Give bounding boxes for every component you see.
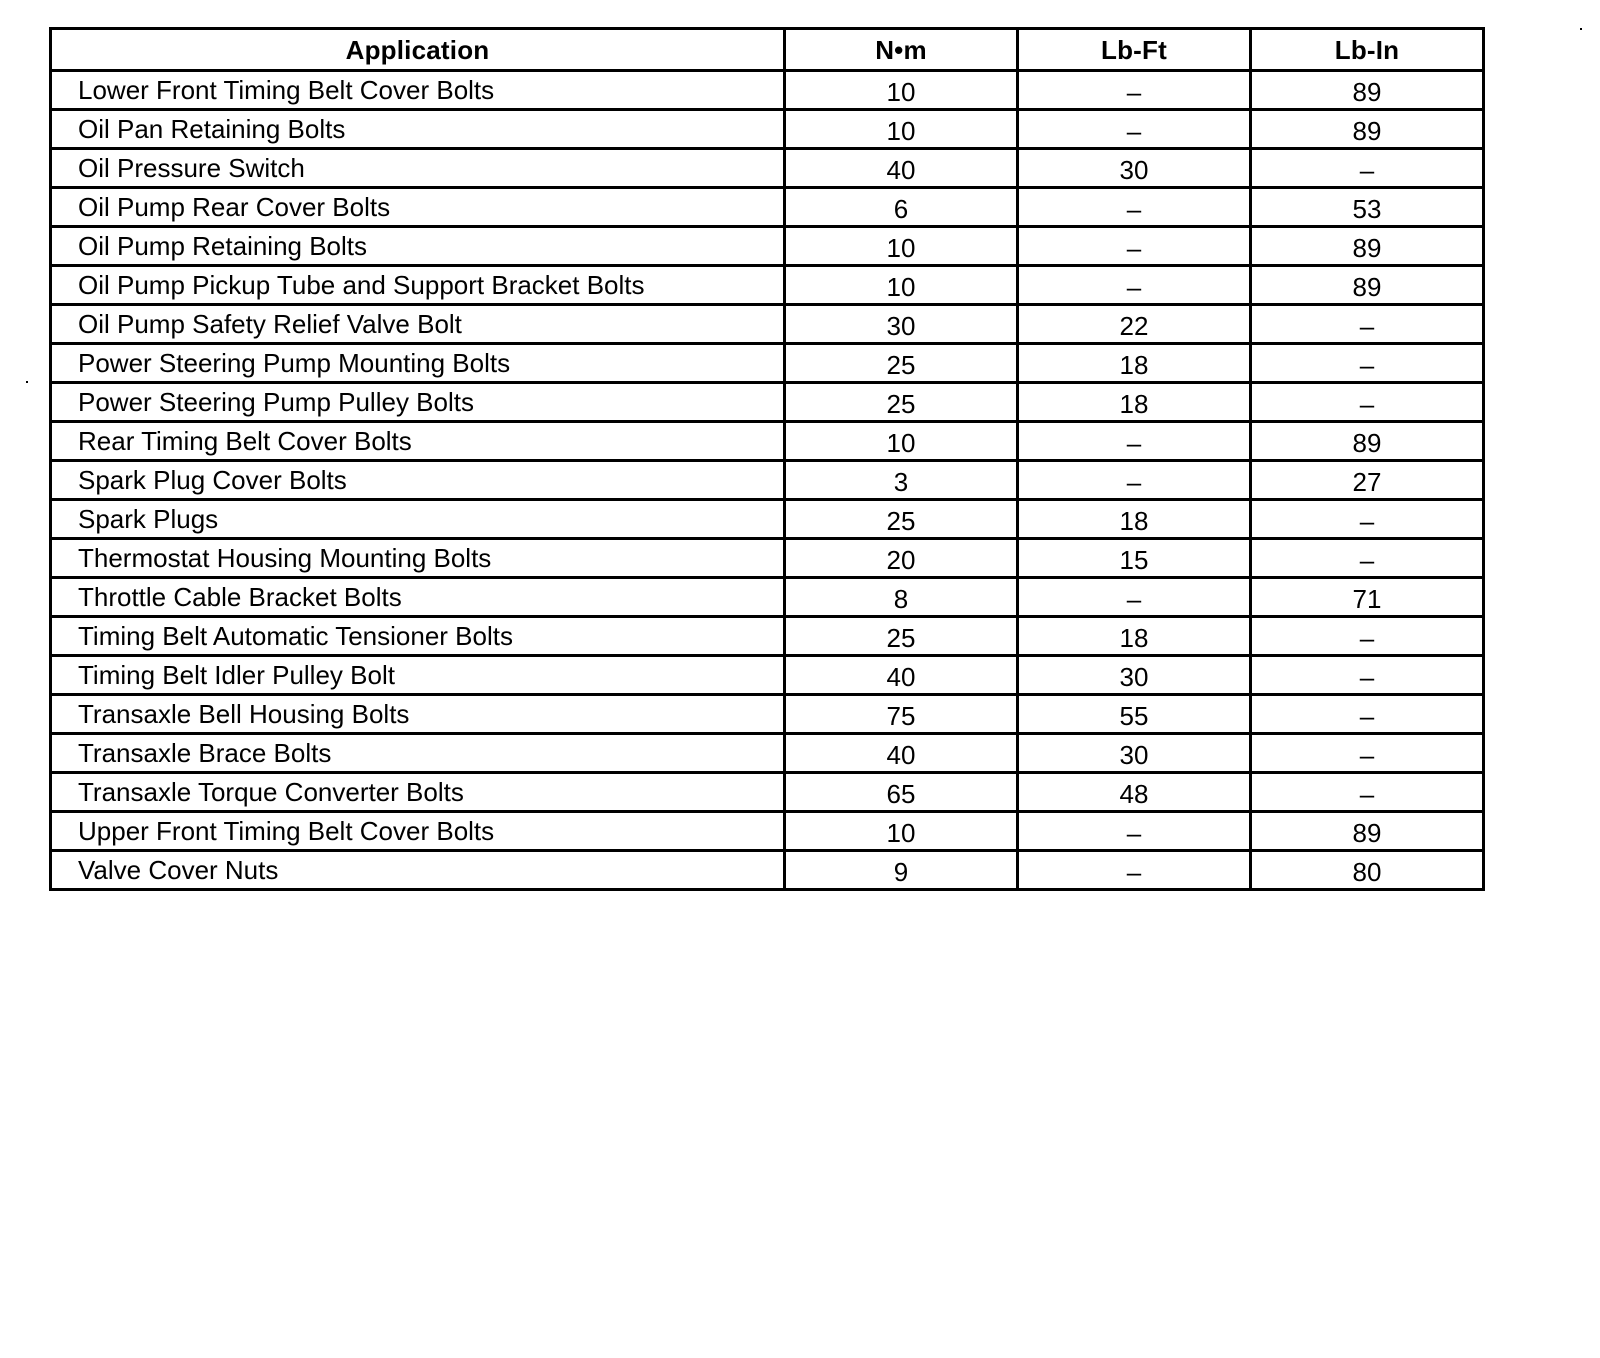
application-cell: Power Steering Pump Pulley Bolts: [51, 383, 785, 422]
application-cell: Transaxle Bell Housing Bolts: [51, 695, 785, 734]
lbin-cell: –: [1251, 344, 1484, 383]
lbin-cell: –: [1251, 734, 1484, 773]
table-row: [51, 617, 1484, 656]
nm-cell: 40: [785, 734, 1018, 773]
table-row: [51, 71, 1484, 110]
table-row: [51, 383, 1484, 422]
nm-cell: 9: [785, 851, 1018, 890]
lbft-cell: 15: [1018, 539, 1251, 578]
lbin-cell: 89: [1251, 266, 1484, 305]
nm-cell: 65: [785, 773, 1018, 812]
lbft-cell: –: [1018, 422, 1251, 461]
nm-cell: 10: [785, 110, 1018, 149]
table-row: [51, 344, 1484, 383]
nm-cell: 10: [785, 812, 1018, 851]
torque-spec-table: [49, 27, 1485, 891]
application-cell: Spark Plug Cover Bolts: [51, 461, 785, 500]
table-row: [51, 734, 1484, 773]
table-row: [51, 851, 1484, 890]
header-lbft: Lb-Ft: [1018, 29, 1251, 71]
lbft-cell: –: [1018, 578, 1251, 617]
lbft-cell: –: [1018, 851, 1251, 890]
nm-cell: 10: [785, 227, 1018, 266]
table-row: [51, 422, 1484, 461]
lbin-cell: –: [1251, 383, 1484, 422]
lbft-cell: –: [1018, 227, 1251, 266]
table-row: [51, 305, 1484, 344]
header-nm: N•m: [785, 29, 1018, 71]
application-cell: Power Steering Pump Mounting Bolts: [51, 344, 785, 383]
lbin-cell: –: [1251, 539, 1484, 578]
application-cell: Spark Plugs: [51, 500, 785, 539]
application-cell: Oil Pump Rear Cover Bolts: [51, 188, 785, 227]
lbft-cell: –: [1018, 266, 1251, 305]
nm-cell: 25: [785, 383, 1018, 422]
lbin-cell: 89: [1251, 812, 1484, 851]
table-row: [51, 578, 1484, 617]
nm-cell: 75: [785, 695, 1018, 734]
lbft-cell: –: [1018, 461, 1251, 500]
application-cell: Valve Cover Nuts: [51, 851, 785, 890]
table-row: [51, 227, 1484, 266]
lbft-cell: –: [1018, 71, 1251, 110]
lbft-cell: 30: [1018, 149, 1251, 188]
scan-speck: [26, 381, 28, 383]
application-cell: Oil Pressure Switch: [51, 149, 785, 188]
nm-cell: 20: [785, 539, 1018, 578]
scan-speck: [1580, 28, 1582, 30]
nm-cell: 3: [785, 461, 1018, 500]
header-row: [51, 29, 1484, 71]
table-row: [51, 656, 1484, 695]
table-header: [51, 29, 1484, 71]
application-cell: Oil Pan Retaining Bolts: [51, 110, 785, 149]
lbin-cell: 80: [1251, 851, 1484, 890]
table-row: [51, 539, 1484, 578]
lbft-cell: 48: [1018, 773, 1251, 812]
table-row: [51, 461, 1484, 500]
lbft-cell: –: [1018, 812, 1251, 851]
application-cell: Oil Pump Pickup Tube and Support Bracket Bolts: [51, 266, 785, 305]
lbft-cell: 18: [1018, 617, 1251, 656]
table-row: [51, 695, 1484, 734]
nm-cell: 10: [785, 71, 1018, 110]
application-cell: Lower Front Timing Belt Cover Bolts: [51, 71, 785, 110]
application-cell: Timing Belt Idler Pulley Bolt: [51, 656, 785, 695]
table-body: [51, 71, 1484, 890]
nm-cell: 30: [785, 305, 1018, 344]
nm-cell: 40: [785, 149, 1018, 188]
table-row: [51, 773, 1484, 812]
application-cell: Rear Timing Belt Cover Bolts: [51, 422, 785, 461]
table-row: [51, 149, 1484, 188]
header-application: Application: [51, 29, 785, 71]
application-cell: Transaxle Torque Converter Bolts: [51, 773, 785, 812]
table-row: [51, 188, 1484, 227]
lbin-cell: 89: [1251, 71, 1484, 110]
lbin-cell: –: [1251, 500, 1484, 539]
table-row: [51, 266, 1484, 305]
lbin-cell: –: [1251, 305, 1484, 344]
table-row: [51, 110, 1484, 149]
lbin-cell: 89: [1251, 110, 1484, 149]
application-cell: Thermostat Housing Mounting Bolts: [51, 539, 785, 578]
lbin-cell: –: [1251, 656, 1484, 695]
lbft-cell: 30: [1018, 734, 1251, 773]
lbft-cell: 18: [1018, 500, 1251, 539]
lbft-cell: 55: [1018, 695, 1251, 734]
nm-cell: 6: [785, 188, 1018, 227]
nm-cell: 25: [785, 617, 1018, 656]
nm-cell: 25: [785, 500, 1018, 539]
lbin-cell: –: [1251, 773, 1484, 812]
lbin-cell: 27: [1251, 461, 1484, 500]
nm-cell: 40: [785, 656, 1018, 695]
application-cell: Timing Belt Automatic Tensioner Bolts: [51, 617, 785, 656]
nm-cell: 10: [785, 422, 1018, 461]
lbft-cell: 30: [1018, 656, 1251, 695]
lbin-cell: –: [1251, 149, 1484, 188]
lbft-cell: 18: [1018, 383, 1251, 422]
lbft-cell: 18: [1018, 344, 1251, 383]
header-lbin: Lb-In: [1251, 29, 1484, 71]
application-cell: Throttle Cable Bracket Bolts: [51, 578, 785, 617]
application-cell: Upper Front Timing Belt Cover Bolts: [51, 812, 785, 851]
nm-cell: 25: [785, 344, 1018, 383]
table-row: [51, 500, 1484, 539]
table-row: [51, 812, 1484, 851]
lbft-cell: –: [1018, 110, 1251, 149]
application-cell: Oil Pump Safety Relief Valve Bolt: [51, 305, 785, 344]
application-cell: Transaxle Brace Bolts: [51, 734, 785, 773]
nm-cell: 10: [785, 266, 1018, 305]
lbin-cell: 89: [1251, 422, 1484, 461]
lbft-cell: 22: [1018, 305, 1251, 344]
lbin-cell: 53: [1251, 188, 1484, 227]
lbin-cell: –: [1251, 695, 1484, 734]
lbft-cell: –: [1018, 188, 1251, 227]
lbin-cell: –: [1251, 617, 1484, 656]
lbin-cell: 71: [1251, 578, 1484, 617]
lbin-cell: 89: [1251, 227, 1484, 266]
application-cell: Oil Pump Retaining Bolts: [51, 227, 785, 266]
nm-cell: 8: [785, 578, 1018, 617]
